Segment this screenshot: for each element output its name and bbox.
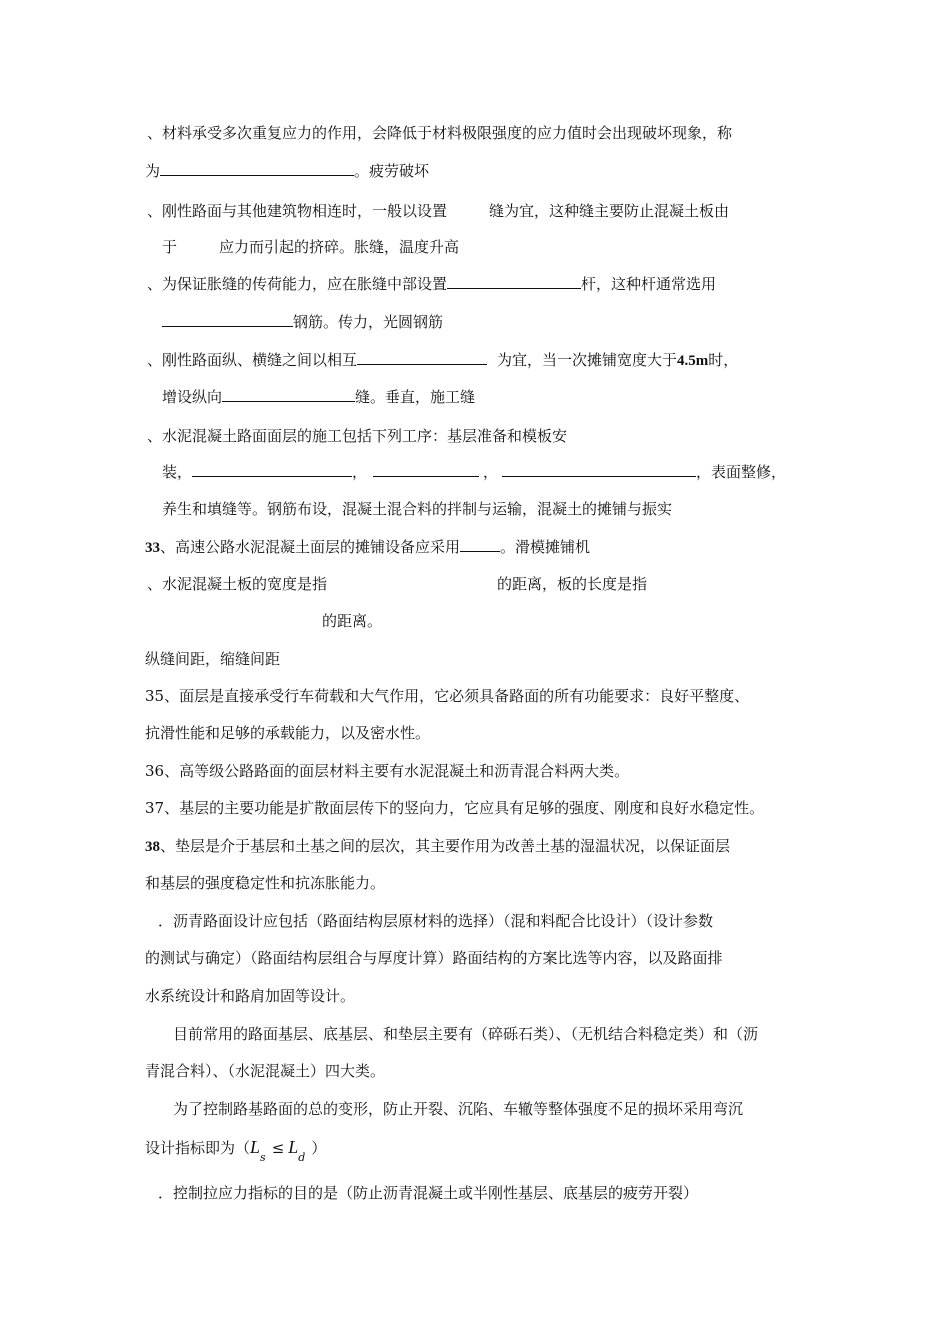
question-base-line2: 青混合料）、（水泥混凝土）四大类。 bbox=[145, 1062, 386, 1080]
question-37: 37、基层的主要功能是扩散面层传下的竖向力，它应具有足够的强度、刚度和良好水稳定性。 bbox=[145, 799, 765, 817]
answer-blank bbox=[160, 160, 354, 176]
question-fatigue-line1: 、材料承受多次重复应力的作用，会降低于材料极限强度的应力值时会出现破坏现象，称 bbox=[147, 124, 733, 142]
question-dowel-line2: 钢筋。传力，光圆钢筋 bbox=[162, 311, 443, 333]
question-asphalt-line2: 的测试与确定）（路面结构层组合与厚度计算）路面结构的方案比选等内容，以及路面排 bbox=[145, 949, 723, 967]
question-36: 36、高等级公路路面的面层材料主要有水泥混凝土和沥青混合料两大类。 bbox=[145, 762, 630, 780]
answer-blank bbox=[460, 536, 500, 552]
question-tensile: ．控制拉应力指标的目的是（防止沥青混凝土或半刚性基层、底基层的疲劳开裂） bbox=[158, 1184, 699, 1202]
question-35-line1: 35、面层是直接承受行车荷载和大气作用，它必须具备路面的所有功能要求：良好平整度、 bbox=[145, 687, 750, 705]
question-expansion-line2: 于 应力而引起的挤碎。胀缝，温度升高 bbox=[162, 238, 460, 256]
answer-blank bbox=[357, 349, 487, 365]
question-process-line3: 养生和填缝等。钢筋布设，混凝土混合料的拌制与运输，混凝土的摊铺与振实 bbox=[162, 500, 673, 518]
question-fatigue-line2: 为 。疲劳破坏 bbox=[145, 162, 430, 180]
question-asphalt-line1: ．沥青路面设计应包括（路面结构层原材料的选择）（混和料配合比设计）（设计参数 bbox=[158, 912, 714, 930]
question-dowel-line1: 、为保证胀缝的传荷能力，应在胀缝中部设置 杆，这种杆通常选用 bbox=[147, 275, 717, 293]
answer-blank bbox=[222, 386, 355, 402]
question-35-line2: 抗滑性能和足够的承载能力，以及密水性。 bbox=[145, 724, 431, 742]
question-38-line2: 和基层的强度稳定性和抗冻胀能力。 bbox=[145, 874, 386, 892]
question-38-line1: 38、垫层是介于基层和土基之间的层次，其主要作用为改善土基的湿温状况，以保证面层 bbox=[145, 837, 731, 855]
question-deflection-line2: 设计指标即为$(L_s\le L_d)$ bbox=[145, 1137, 327, 1164]
question-slab-line2: 的距离。 bbox=[322, 612, 383, 630]
answer-blank bbox=[447, 273, 581, 289]
answer-blank bbox=[373, 461, 479, 477]
question-process-line1: 、水泥混凝土路面面层的施工包括下列工序：基层准备和模板安 bbox=[147, 427, 568, 445]
question-33: 33、高速公路水泥混凝土面层的摊铺设备应采用 。滑模摊铺机 bbox=[145, 538, 591, 556]
question-joints-line2: 增设纵向 缝。垂直，施工缝 bbox=[162, 388, 476, 406]
question-expansion-line1: 、刚性路面与其他建筑物相连时，一般以设置 缝为宜，这种缝主要防止混凝土板由 bbox=[147, 202, 730, 220]
question-asphalt-line3: 水系统设计和路肩加固等设计。 bbox=[145, 987, 356, 1005]
question-slab-answer: 纵缝间距，缩缝间距 bbox=[145, 650, 281, 668]
question-process-line2: 装， ， ， ，表面整修， bbox=[162, 463, 787, 481]
question-deflection-line1: 为了控制路基路面的总的变形，防止开裂、沉陷、车辙等整体强度不足的损坏采用弯沉 bbox=[173, 1100, 744, 1118]
answer-blank bbox=[162, 311, 293, 327]
question-base-line1: 目前常用的路面基层、底基层、和垫层主要有（碎砾石类）、（无机结合料稳定类）和（沥 bbox=[173, 1025, 759, 1043]
question-joints-line1: 、刚性路面纵、横缝之间以相互 为宜，当一次摊铺宽度大于4.5m时， bbox=[147, 351, 739, 369]
answer-blank bbox=[192, 461, 352, 477]
question-slab-line1: 、水泥混凝土板的宽度是指 的距离，板的长度是指 bbox=[147, 575, 648, 593]
answer-blank bbox=[502, 461, 696, 477]
